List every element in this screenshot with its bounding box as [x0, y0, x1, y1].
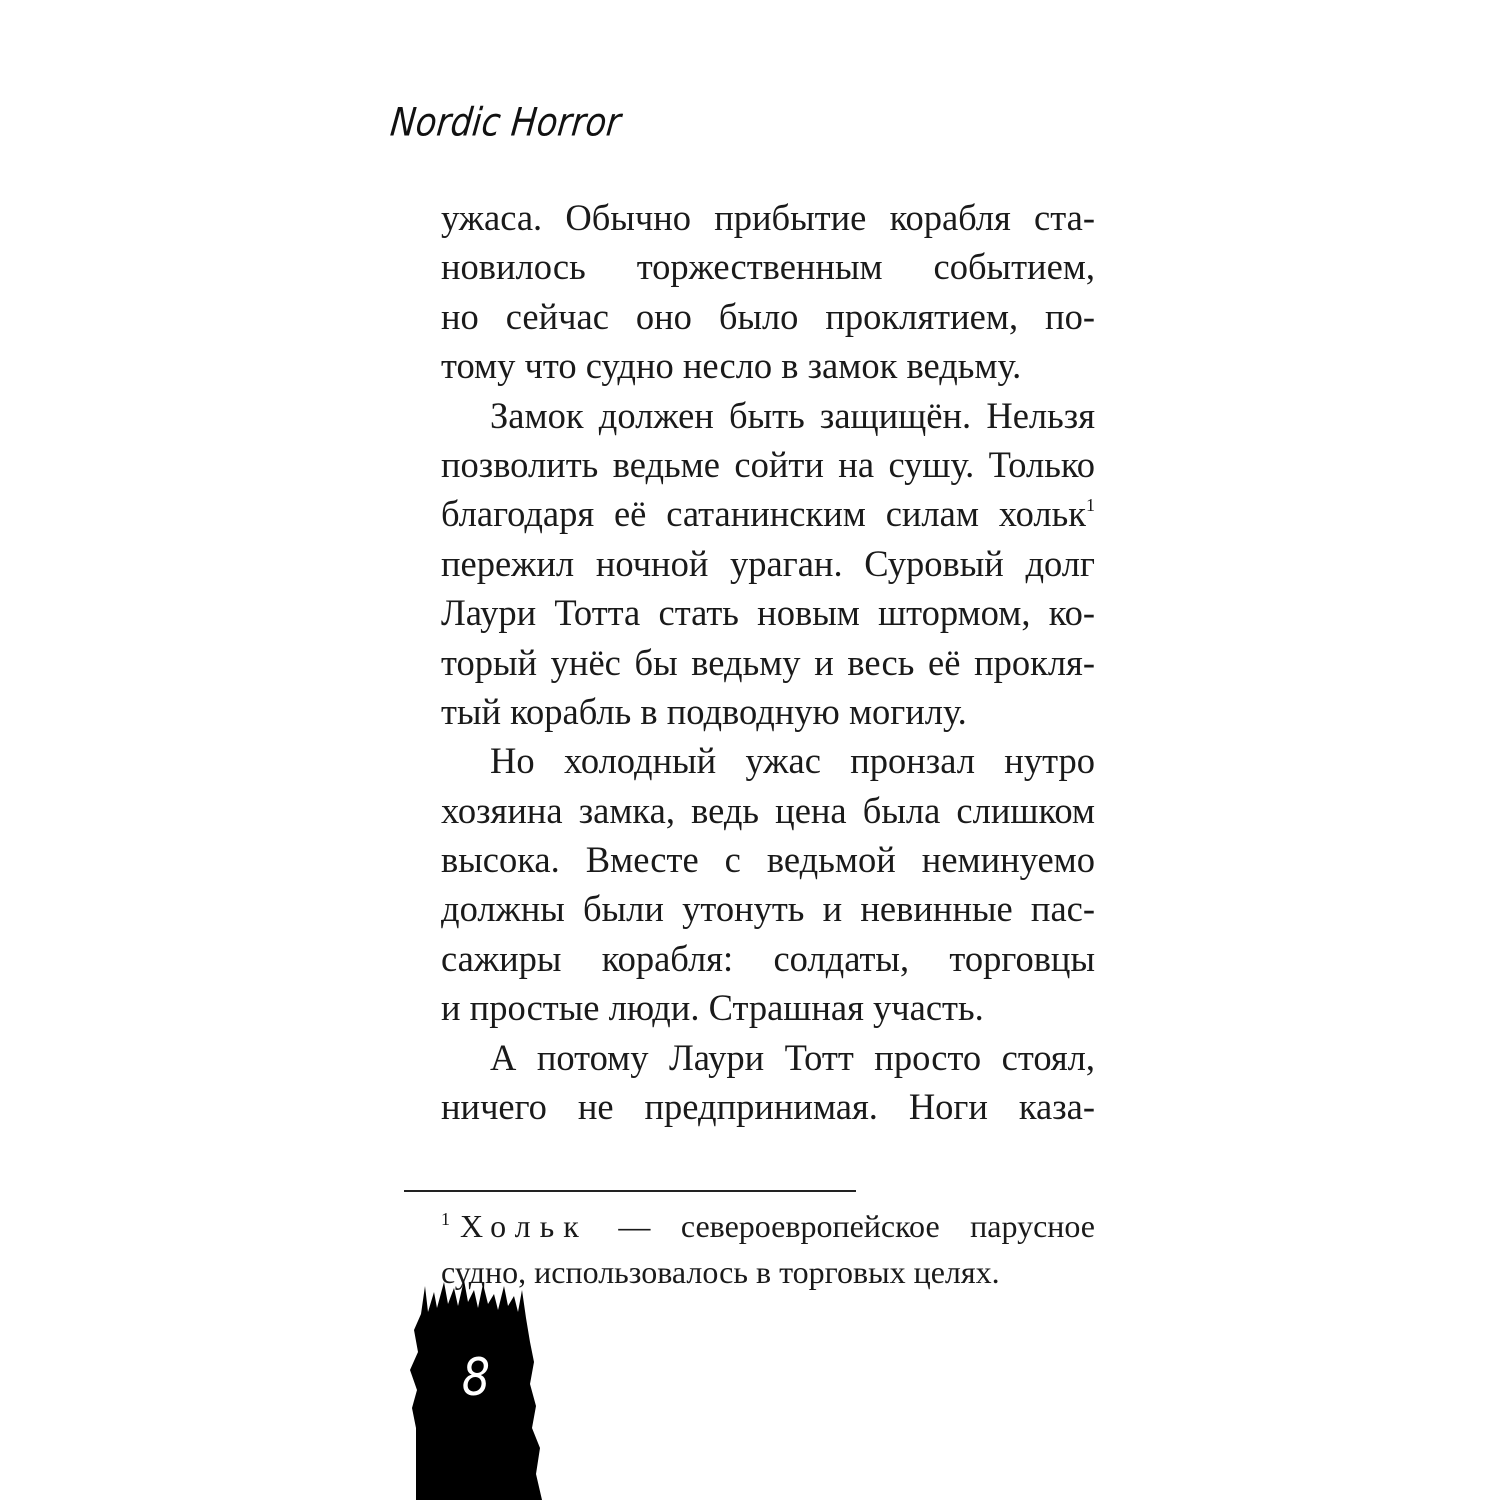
text-line: Замок должен быть защищён. Нельзя — [490, 394, 1095, 436]
text-line: торый унёс бы ведьму и весь её прокля- — [441, 641, 1095, 683]
page-number: 8 — [461, 1348, 491, 1408]
text-line: высока. Вместе с ведьмой неминуемо — [441, 839, 1095, 881]
text-line-with-footnote — [441, 489, 1095, 538]
footnote-line — [441, 1203, 1095, 1249]
footnote-line: судно, использовалось в торговых целях. — [441, 1254, 1000, 1290]
body-text — [441, 193, 1095, 1131]
text-line: новилось торжественным событием, — [441, 246, 1095, 288]
text-line: Но холодный ужас пронзал нутро — [490, 740, 1095, 782]
footnote-term: Хольк — [460, 1208, 588, 1244]
text-line: Лаури Тотта стать новым штормом, ко- — [441, 592, 1095, 634]
text-line: позволить ведьме сойти на сушу. Только — [441, 443, 1095, 485]
text-line: ничего не предпринимая. Ноги каза- — [441, 1086, 1095, 1128]
page-number-badge — [408, 1278, 544, 1500]
text-line: и простые люди. Страшная участь. — [441, 987, 984, 1029]
text-line: тому что судно несло в замок ведьму. — [441, 345, 1022, 387]
text-line: тый корабль в подводную могилу. — [441, 690, 967, 732]
text-line: сажиры корабля: солдаты, торговцы — [441, 937, 1095, 979]
footnote-divider — [404, 1190, 856, 1192]
text-line: должны были утонуть и невинные пас- — [441, 888, 1095, 930]
text-line: но сейчас оно было проклятием, по- — [441, 295, 1095, 337]
series-title: Nordic Horror — [388, 100, 623, 146]
footnote-text: — североевропейское парусное — [587, 1208, 1095, 1244]
text-line: ужаса. Обычно прибытие корабля ста- — [441, 197, 1095, 238]
text-line: А потому Лаури Тотт просто стоял, — [490, 1036, 1095, 1078]
text-line: хозяина замка, ведь цена была слишком — [441, 789, 1095, 831]
text-line: благодаря её сатанинским силам хольк — [441, 493, 1086, 535]
footnote-number: 1 — [441, 1209, 450, 1229]
text-line: пережил ночной ураган. Суровый долг — [441, 542, 1095, 584]
footnote-reference: 1 — [1086, 495, 1095, 516]
